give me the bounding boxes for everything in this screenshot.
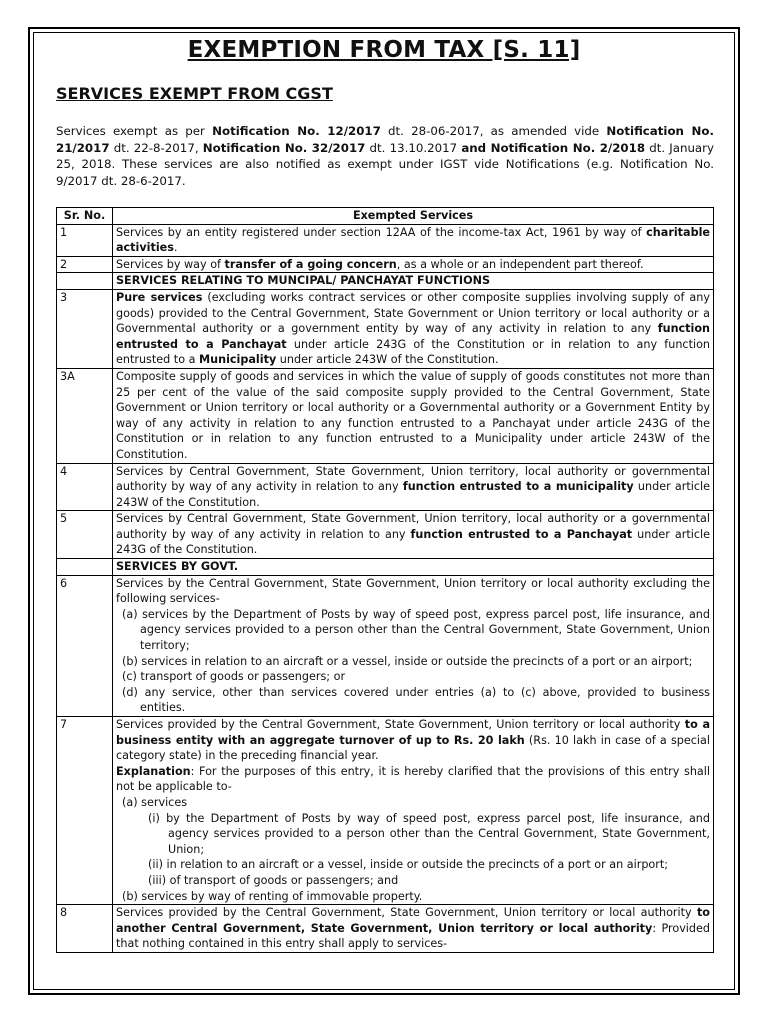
sr-no: 4: [57, 463, 113, 511]
table-header-row: [57, 208, 714, 225]
service-text: Services provided by the Central Government, State Government, Union territory or local authority to a business entity with an aggregate turnover of up to Rs. 20 lakh (Rs. 10 lakh in case of a special category state) in the preceding financial year. Explanation: For the purposes of this entry, it is hereby clarified that the provisions of this entry shall not be applicable to- (a) services (i) by the Department of Posts by way of speed post, express parcel post, life insurance, and agency services provided to a person other than the Central Government, State Government, Union; (ii) in relation to an aircraft or a vessel, inside or outside the precincts of a port or an airport; (iii) of transport of goods or passengers; and (b) services by way of renting of immovable property.: [113, 717, 714, 905]
section-row: [57, 273, 714, 290]
sr-no: 1: [57, 224, 113, 256]
service-text: Services by Central Government, State Government, Union territory, local authority or governmental authority by way of any activity in relation to any function entrusted to a municipality under article 243W of the Constitution.: [113, 463, 714, 511]
sub-item: (b) services by way of renting of immovable property.: [122, 889, 423, 903]
page-title: EXEMPTION FROM TAX [S. 11]: [187, 37, 581, 63]
section-row: [57, 559, 714, 576]
sr-no: 3: [57, 289, 113, 368]
section-label: SERVICES RELATING TO MUNCIPAL/ PANCHAYAT FUNCTIONS: [113, 273, 714, 290]
sub-sub-item: (iii) of transport of goods or passengers; and: [148, 873, 399, 887]
table-row: [57, 224, 714, 256]
table-row: [57, 463, 714, 511]
section-label: SERVICES BY GOVT.: [113, 559, 714, 576]
service-text: Services by an entity registered under section 12AA of the income-tax Act, 1961 by way of charitable activities.: [113, 224, 714, 256]
header-exempted-services: Exempted Services: [113, 208, 714, 225]
sub-item: (b) services in relation to an aircraft or a vessel, inside or outside the precincts of a port or an airport;: [122, 654, 693, 668]
intro-paragraph: Services exempt as per Notification No. 12/2017 dt. 28-06-2017, as amended vide Notification No. 21/2017 dt. 22-8-2017, Notification No. 32/2017 dt. 13.10.2017 and Notification No. 2/2018 dt. January 25, 2018. These services are also notified as exempt under IGST vide Notifications (e.g. Notification No. 9/2017 dt. 28-6-2017.: [56, 124, 714, 188]
table-row: [57, 368, 714, 463]
header-sr-no: Sr. No.: [57, 208, 113, 225]
exemption-table: [56, 207, 714, 953]
section-heading: SERVICES EXEMPT FROM CGST: [56, 84, 333, 103]
sr-no: 8: [57, 905, 113, 953]
sub-item: (c) transport of goods or passengers; or: [122, 670, 346, 684]
table-row: [57, 289, 714, 368]
service-text: Pure services (excluding works contract services or other composite supplies involving supply of any goods) provided to the Central Government, State Government or Union territory or local authority or a Governmental authority or a government entity by way of any activity in relation to any function entrusted to a Panchayat under article 243G of the Constitution or in relation to any function entrusted to a Municipality under article 243W of the Constitution.: [113, 289, 714, 368]
service-text: Services by the Central Government, State Government, Union territory or local authority excluding the following services- (a) services by the Department of Posts by way of speed post, express parcel post, life insurance, and agency services provided to a person other than the Central Government, State Government, Union territory; (b) services in relation to an aircraft or a vessel, inside or outside the precincts of a port or an airport; (c) transport of goods or passengers; or (d) any service, other than services covered under entries (a) to (c) above, provided to business entities.: [113, 575, 714, 716]
service-text: Services by Central Government, State Government, Union territory, local authority or a governmental authority by way of any activity in relation to any function entrusted to a Panchayat under article 243G of the Constitution.: [113, 511, 714, 559]
sub-sub-item: (i) by the Department of Posts by way of speed post, express parcel post, life insurance, and agency services provided to a person other than the Central Government, State Government, Union;: [148, 811, 710, 856]
table-row: [57, 905, 714, 953]
sr-no: 6: [57, 575, 113, 716]
sub-item: (a) services: [122, 795, 188, 809]
sr-no: 3A: [57, 368, 113, 463]
service-text: Services by way of transfer of a going concern, as a whole or an independent part thereof.: [113, 256, 714, 273]
service-text: Composite supply of goods and services in which the value of supply of goods constitutes not more than 25 per cent of the value of the said composite supply provided to the Central Government, State Government or Union territory or local authority or a Governmental authority or a Government Entity by way of any activity in relation to any function entrusted to a Panchayat under article 243G of the Constitution or in relation to any function entrusted to a Municipality under article 243W of the Constitution.: [113, 368, 714, 463]
sr-no: 7: [57, 717, 113, 905]
sub-item: (d) any service, other than services covered under entries (a) to (c) above, provided to business entities.: [122, 685, 710, 715]
sub-sub-item: (ii) in relation to an aircraft or a vessel, inside or outside the precincts of a port or an airport;: [148, 858, 669, 872]
sr-no: 5: [57, 511, 113, 559]
table-row: [57, 717, 714, 905]
sr-no: 2: [57, 256, 113, 273]
service-text: Services provided by the Central Government, State Government, Union territory or local authority to another Central Government, State Government, Union territory or local authority: Provided that nothing contained in this entry shall apply to services-: [113, 905, 714, 953]
table-row: [57, 511, 714, 559]
sub-item: (a) services by the Department of Posts by way of speed post, express parcel post, life insurance, and agency services provided to a person other than the Central Government, State Government, Union territory;: [122, 607, 710, 653]
table-row: [57, 256, 714, 273]
explanation-label: Explanation: [116, 764, 191, 778]
table-row: [57, 575, 714, 716]
